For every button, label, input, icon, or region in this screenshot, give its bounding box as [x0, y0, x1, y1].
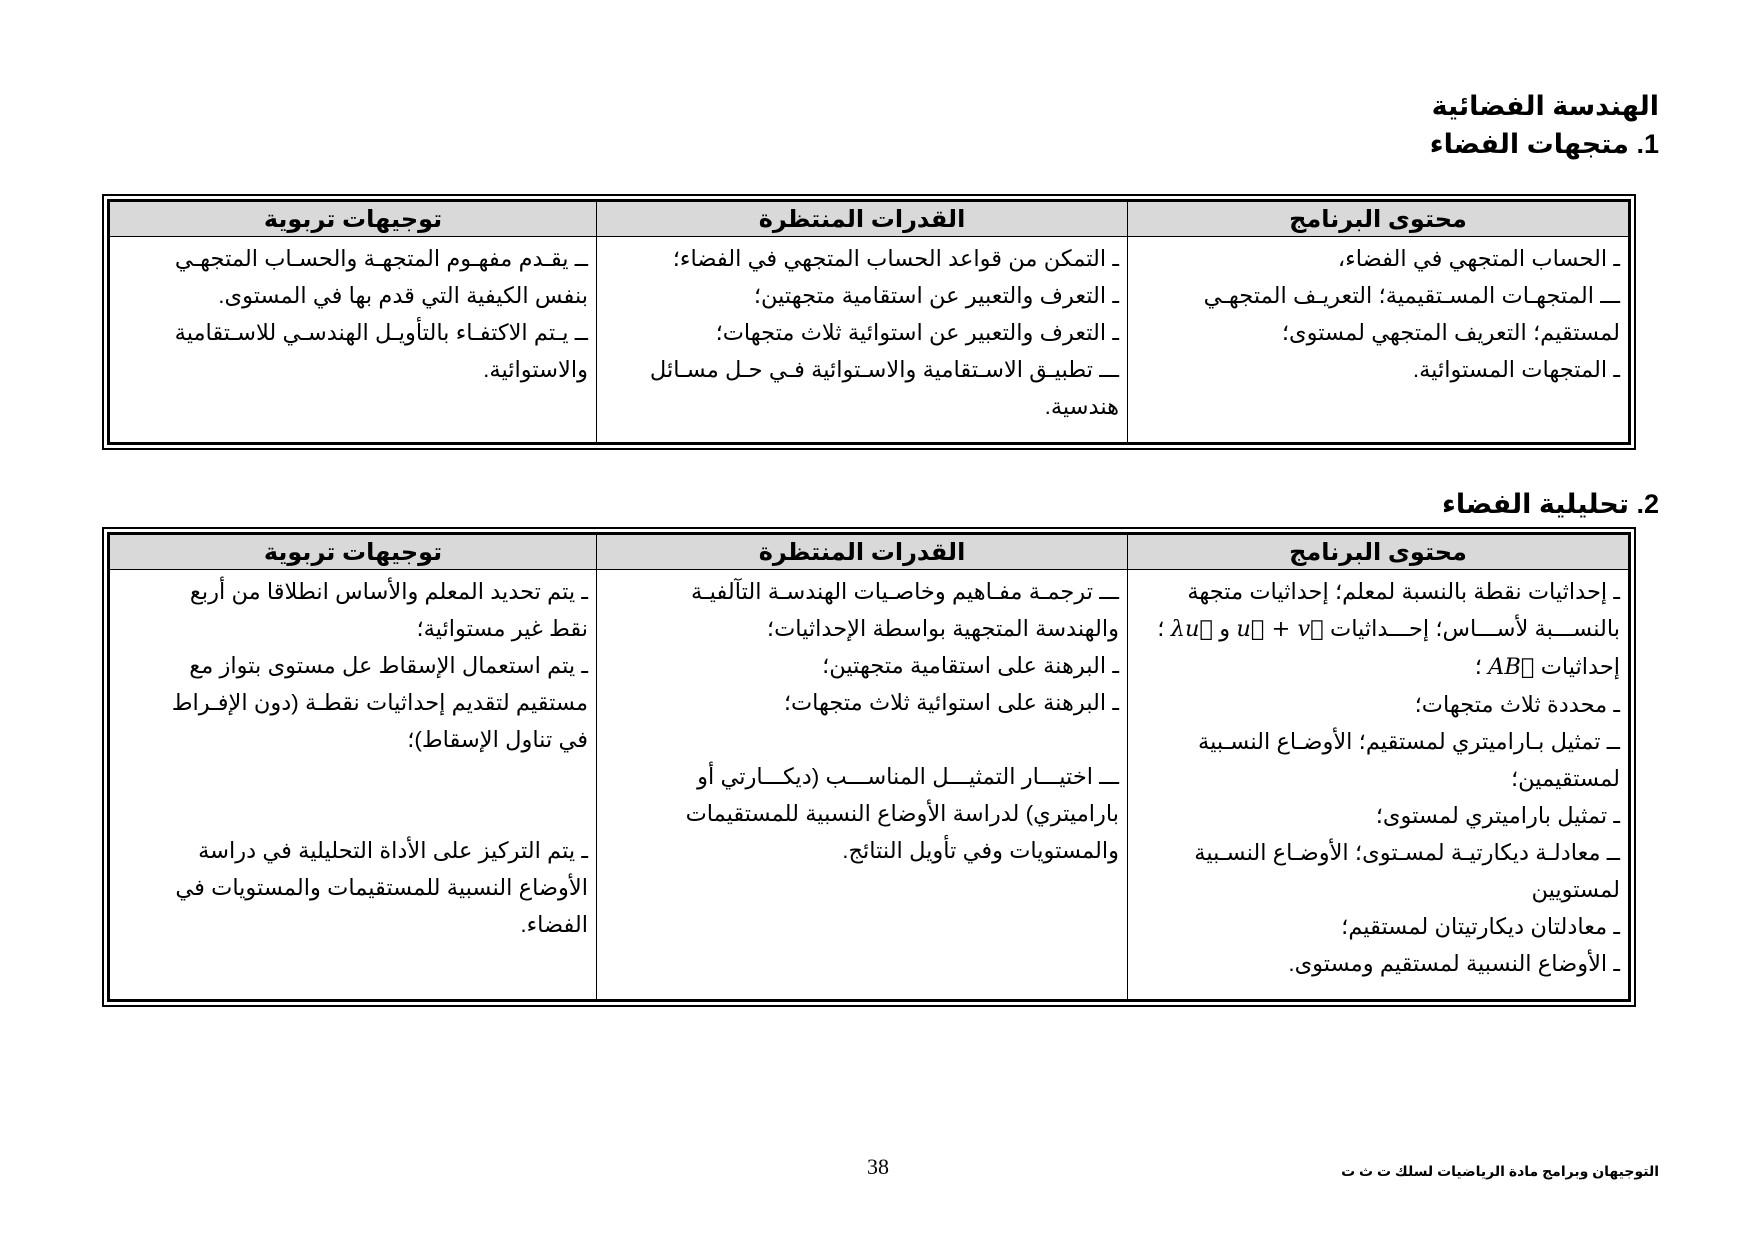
header-content: محتوى البرنامج: [1128, 534, 1630, 570]
section-1-table-frame: [102, 194, 1636, 450]
ability-line: والمستويات وفي تأويل النتائج.: [842, 838, 1119, 863]
content-line: لمستقيم؛ التعريف المتجهي لمستوى؛: [1281, 320, 1620, 345]
spacer: [118, 795, 588, 832]
header-guidance: توجيهات تربوية: [109, 534, 597, 570]
table-row: [109, 237, 1630, 444]
content-line: لمستقيمين؛: [1511, 766, 1620, 791]
header-abilities: القدرات المنتظرة: [597, 534, 1128, 570]
guidance-line: مستقيم لتقديم إحداثيات نقطـة (دون الإفـراط: [171, 690, 588, 715]
footer-title: التوجيهان وبرامج مادة الرياضيات لسلك ت ث ت: [1341, 1163, 1659, 1179]
program-content-cell: [1128, 570, 1630, 1001]
guidance-line: الأوضاع النسبية للمستقيمات والمستويات في: [175, 875, 588, 900]
content-line: لمستويين: [1531, 877, 1620, 902]
guidance-line: ـ يتم استعمال الإسقاط عل مستوى بتواز مع: [189, 653, 588, 678]
content-line: ــ تمثيل بـاراميتري لمستقيم؛ الأوضـاع النسـبية: [1198, 729, 1620, 754]
header-guidance: توجيهات تربوية: [109, 201, 597, 237]
guidance-cell: [109, 237, 597, 444]
content-line: ـ تمثيل باراميتري لمستوى؛: [1375, 803, 1620, 828]
spacer: [118, 758, 588, 795]
guidance-cell: [109, 570, 597, 1001]
section-2-table-frame: [102, 527, 1636, 1007]
guidance-line: بنفس الكيفية التي قدم بها في المستوى.: [218, 283, 588, 308]
ability-line: ـ البرهنة على استقامية متجهتين؛: [822, 653, 1119, 678]
content-line: ـ المتجهات المستوائية.: [1412, 357, 1620, 382]
content-line: ـ إحداثيات نقطة بالنسبة لمعلم؛ إحداثيات متجهة: [1187, 579, 1620, 604]
content-line: ـ الحساب المتجهي في الفضاء،: [1337, 246, 1620, 271]
abilities-cell: [597, 570, 1128, 1001]
math-semicolon: ؛: [1474, 654, 1482, 679]
ability-line: هندسية.: [1044, 394, 1119, 419]
guidance-line: نقط غير مستوائية؛: [416, 616, 588, 641]
content-line-with-math: [1136, 648, 1620, 686]
abilities-cell: [597, 237, 1128, 444]
program-content-cell: [1128, 237, 1630, 444]
section-2-heading: 2. تحليلية الفضاء: [1442, 489, 1659, 519]
math-semicolon: ؛: [1157, 616, 1165, 641]
content-line: ـ معادلتان ديكارتيتان لمستقيم؛: [1341, 914, 1620, 939]
math-connector: و: [1219, 616, 1231, 641]
scalar-product-formula: λu⃗: [1170, 616, 1213, 642]
guidance-line: ــ يقـدم مفهـوم المتجهـة والحسـاب المتجهـي: [174, 246, 588, 271]
section-1-heading: 1. متجهات الفضاء: [1429, 129, 1659, 159]
ability-line: ـ البرهنة على استوائية ثلاث متجهات؛: [783, 690, 1119, 715]
ability-line: ـــ تطبيـق الاسـتقامية والاسـتوائية فـي حـل مسـائل: [649, 357, 1119, 382]
section-2-table: [107, 532, 1631, 1002]
guidance-line: ـ يتم تحديد المعلم والأساس انطلاقا من أربع: [189, 579, 588, 604]
ability-line: ـــ اختيـــار التمثيـــل المناســـب (ديكـــارتي أو: [697, 764, 1119, 789]
vector-sum-formula: u⃗ + v⃗: [1236, 616, 1324, 642]
page-number: 38: [867, 1154, 889, 1179]
content-line: ـ الأوضاع النسبية لمستقيم ومستوى.: [1288, 951, 1620, 976]
ability-line: ـ التعرف والتعبير عن استوائية ثلاث متجهات؛: [715, 320, 1119, 345]
guidance-line: الفضاء.: [520, 912, 588, 937]
header-abilities: القدرات المنتظرة: [597, 201, 1128, 237]
ability-line: ـــ ترجمـة مفـاهيم وخاصـيات الهندسـة التآلفيـة: [691, 579, 1119, 604]
ability-line: والهندسة المتجهية بواسطة الإحداثيات؛: [766, 616, 1119, 641]
vector-ab-formula: AB⃗: [1488, 654, 1535, 680]
content-line: ـــ المتجهـات المسـتقيمية؛ التعريـف المتجهـي: [1203, 283, 1620, 308]
guidance-line: ـ يتم التركيز على الأداة التحليلية في دراسة: [198, 838, 588, 863]
table-row: [109, 570, 1630, 1001]
ability-line: باراميتري) لدراسة الأوضاع النسبية للمستقيمات: [685, 801, 1119, 826]
header-content: محتوى البرنامج: [1128, 201, 1630, 237]
section-1-table: [107, 199, 1631, 445]
guidance-line: في تناول الإسقاط)؛: [407, 727, 588, 752]
guidance-line: والاستوائية.: [483, 357, 588, 382]
ability-line: ـ التعرف والتعبير عن استقامية متجهتين؛: [753, 283, 1119, 308]
ability-line: ـ التمكن من قواعد الحساب المتجهي في الفضاء؛: [672, 246, 1119, 271]
table-header-row: [109, 201, 1630, 237]
spacer: [605, 721, 1119, 758]
content-line: ـ محددة ثلاث متجهات؛: [1414, 692, 1620, 717]
table-header-row: [109, 534, 1630, 570]
content-line-text: بالنســـبة لأســـاس؛ إحـــداثيات: [1330, 616, 1620, 641]
content-line-with-math: [1136, 610, 1620, 648]
guidance-line: ــ يـتم الاكتفـاء بالتأويـل الهندسـي للاسـتقامية: [174, 320, 588, 345]
page-title: الهندسة الفضائية: [1431, 91, 1659, 121]
content-line-text: إحداثيات: [1540, 654, 1620, 679]
content-line: ــ معادلـة ديكارتيـة لمسـتوى؛ الأوضـاع النسـبية: [1194, 840, 1620, 865]
